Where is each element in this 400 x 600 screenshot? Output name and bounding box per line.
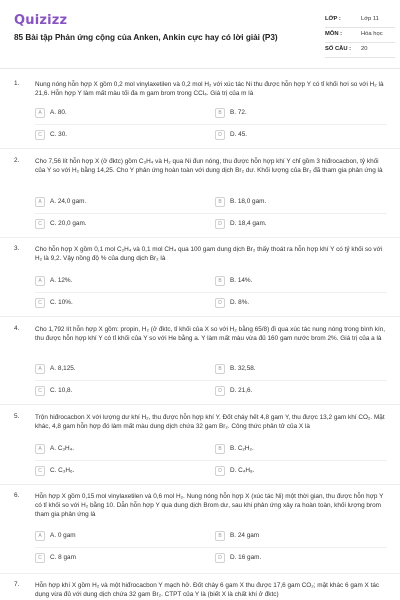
option-text: A. 8,125. [50,365,76,372]
option-letter-box: A [35,531,45,541]
option-divider [35,460,387,461]
meta-divider [325,57,395,58]
option-d[interactable] [215,466,365,478]
option-text: D. 18,4 gam. [230,220,267,227]
meta-count-value: 20 [361,46,368,52]
question-number: 1. [14,80,20,87]
question-text: Hỗn hợp khí X gồm H₂ và một hiđrocacbon Y mạch hở. Đốt cháy 6 gam X thu được 17,6 gam CO₂; mặt khác 6 gam X tác dụng vừa đủ với dung dịch chứa 32 gam Br₂. CTPT của Y là (biết X là chất khí ở đktc) [35,582,380,598]
meta-subject-label: MÔN : [325,31,343,37]
option-text: D. C₄H₈. [230,467,255,474]
option-letter-box: C [35,298,45,308]
question-separator [0,573,400,574]
option-letter-box: D [215,219,225,229]
option-divider [35,213,387,214]
question-separator [0,148,400,149]
header-divider [0,68,400,69]
option-letter-box: D [215,553,225,563]
option-letter-box: C [35,386,45,396]
question-text: Hỗn hợp X gồm 0,15 mol vinylaxetilen và 0,6 mol H₂. Nung nóng hỗn hợp X (xúc tác Ni) một thời gian, thu được hỗn hợp Y có tỉ khối so với H₂ bằng 10. Dẫn hỗn hợp Y qua dung dịch Brom dư, sau khi phản ứng xảy ra hoàn toàn, khối lượng brom tham gia phản ứng là [35,493,384,518]
worksheet-title: 85 Bài tập Phản ứng cộng của Anken, Ankin cực hay có lời giải (P3) [14,33,278,42]
option-letter-box: A [35,197,45,207]
option-text: A. 12%. [50,277,73,284]
option-c[interactable] [35,298,185,310]
option-letter-box: B [215,444,225,454]
question-number: 6. [14,492,20,499]
option-letter-box: C [35,219,45,229]
option-text: B. 72. [230,109,247,116]
question-number: 2. [14,157,20,164]
meta-count [325,46,395,62]
option-text: D. 16 gam. [230,554,262,561]
option-text: C. C₃H₆. [50,467,75,474]
meta-divider [325,27,395,28]
option-letter-box: C [35,553,45,563]
option-letter-box: B [215,364,225,374]
option-text: B. 14%. [230,277,253,284]
option-a[interactable] [35,108,185,120]
meta-divider [325,42,395,43]
option-text: D. 21,6. [230,387,253,394]
question-number: 5. [14,413,20,420]
option-letter-box: B [215,531,225,541]
option-letter-box: C [35,466,45,476]
option-text: C. 20,0 gam. [50,220,87,227]
option-text: A. 80. [50,109,67,116]
option-text: C. 10%. [50,299,73,306]
option-text: A. C₃H₄. [50,445,75,452]
option-letter-box: B [215,108,225,118]
option-b[interactable] [215,108,365,120]
option-c[interactable] [35,553,185,565]
option-b[interactable] [215,444,365,456]
option-text: D. 8%. [230,299,250,306]
meta-class [325,16,395,32]
option-a[interactable] [35,364,185,376]
option-text: B. C₂H₂. [230,445,254,452]
option-divider [35,124,387,125]
option-text: C. 10,8. [50,387,73,394]
option-c[interactable] [35,386,185,398]
question-separator [0,237,400,238]
question-number: 3. [14,245,20,252]
option-b[interactable] [215,276,365,288]
option-d[interactable] [215,298,365,310]
question-number: 7. [14,581,20,588]
option-text: C. 8 gam [50,554,76,561]
question-text: Nung nóng hỗn hợp X gồm 0,2 mol vinylaxetilen và 0,2 mol H₂ với xúc tác Ni thu được hỗn hợp Y có tỉ khối hơi so với H₂ là 21,6. Hỗn hợp Y làm mất màu tối đa m gam brom trong CCl₄. Giá trị của m là [35,81,384,97]
question-text: Trộn hiđrocacbon X với lượng dư khí H₂, thu được hỗn hợp khí Y. Đốt cháy hết 4,8 gam Y, thu được 13,2 gam khí CO₂. Mặt khác, 4,8 gam hỗn hợp đó làm mất màu dung dịch chứa 32 gam Br₂. Công thức phân tử của X là [35,414,385,430]
option-a[interactable] [35,531,185,543]
meta-subject [325,31,395,47]
meta-subject-value: Hóa học [361,31,383,37]
option-c[interactable] [35,130,185,142]
option-d[interactable] [215,553,365,565]
option-b[interactable] [215,364,365,376]
question-separator [0,316,400,317]
option-letter-box: D [215,298,225,308]
option-text: B. 32,58. [230,365,256,372]
option-d[interactable] [215,130,365,142]
worksheet-header [0,0,400,70]
option-divider [35,547,387,548]
option-letter-box: B [215,197,225,207]
option-d[interactable] [215,386,365,398]
option-text: C. 30. [50,131,68,138]
option-text: D. 45. [230,131,248,138]
option-letter-box: A [35,108,45,118]
option-letter-box: D [215,130,225,140]
option-letter-box: D [215,386,225,396]
option-letter-box: A [35,444,45,454]
meta-class-label: LỚP : [325,16,341,22]
option-a[interactable] [35,444,185,456]
option-letter-box: C [35,130,45,140]
option-text: B. 24 gam [230,532,260,539]
question-text: Cho 1,792 lít hỗn hợp X gồm: propin, H₂ (ở đktc, tỉ khối của X so với H₂ bằng 65/8) đi qua xúc tác nung nóng trong bình kín, thu được hỗn hợp khí Y có tỉ khối của Y so với He bằng a. Y làm mất màu vừa đủ 160 gam nước brom 2%. Giá trị của a là [35,326,386,342]
option-text: B. 18,0 gam. [230,198,267,205]
option-c[interactable] [35,466,185,478]
question-text: Cho hỗn hợp X gồm 0,1 mol C₂H₄ và 0,1 mol CH₄ qua 100 gam dung dịch Br₂ thấy thoát ra hỗn hợp khí Y có tỷ khối so với H₂ là 9,2. Vậy nồng độ % của dung dịch Br₂ là [35,246,383,262]
option-letter-box: A [35,276,45,286]
option-letter-box: A [35,364,45,374]
meta-class-value: Lớp 11 [361,16,379,22]
option-divider [35,292,387,293]
option-text: A. 0 gam [50,532,76,539]
question-separator [0,404,400,405]
question-number: 4. [14,325,20,332]
question-text: Cho 7,56 lít hỗn hợp X (ở đktc) gồm C₃H₄ và H₂ qua Ni đun nóng, thu được hỗn hợp khí Y chỉ gồm 3 hiđrocacbon, tỷ khối của Y so với H₂ bằng 14,25. Cho Y phản ứng hoàn toàn với dung dịch Br₂ dư. Khối lượng của Br₂ đã tham gia phản ứng là [35,158,383,174]
option-d[interactable] [215,219,365,231]
option-letter-box: D [215,466,225,476]
meta-count-label: SỐ CÂU : [325,46,352,52]
option-divider [35,380,387,381]
option-a[interactable] [35,276,185,288]
option-text: A. 24,0 gam. [50,198,87,205]
option-b[interactable] [215,531,365,543]
option-a[interactable] [35,197,185,209]
option-letter-box: B [215,276,225,286]
option-b[interactable] [215,197,365,209]
quizizz-logo: Quizizz [14,13,68,28]
question-separator [0,484,400,485]
option-c[interactable] [35,219,185,231]
